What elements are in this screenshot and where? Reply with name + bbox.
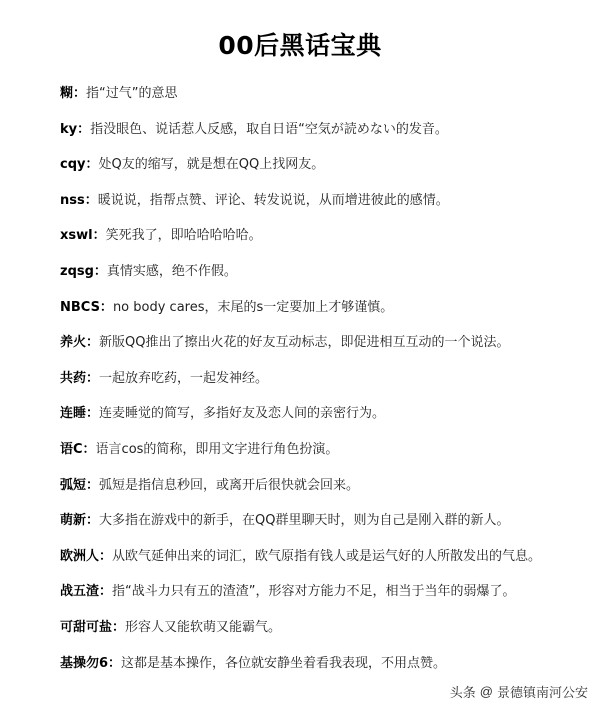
entry-term: 可甜可盐： [60, 619, 126, 635]
entry-term: 萌新： [60, 513, 100, 529]
entry-term: 基操勿6： [60, 655, 122, 671]
entry-term: NBCS： [60, 299, 113, 315]
list-item [60, 404, 590, 440]
list-item [60, 298, 590, 334]
list-item [60, 120, 590, 156]
entry-term: nss： [60, 192, 98, 208]
glossary-list [60, 84, 590, 689]
entry-definition: 指“战斗力只有五的渣渣”，形容对方能力不足，相当于当年的弱爆了。 [112, 584, 516, 600]
entry-term: 连睡： [60, 406, 100, 422]
entry-term: 弧短： [60, 477, 100, 493]
list-item [60, 440, 590, 476]
entry-term: ky： [60, 121, 91, 137]
entry-definition: 暖说说，指帮点赞、评论、转发说说，从而增进彼此的感情。 [97, 192, 449, 208]
entry-definition: 这都是基本操作，各位就安静坐着看我表现，不用点赞。 [121, 655, 447, 671]
entry-definition: 弧短是指信息秒回，或离开后很快就会回来。 [99, 477, 360, 493]
list-item [60, 582, 590, 618]
source-watermark [450, 682, 588, 701]
entry-definition: 一起放弃吃药，一起发神经。 [99, 370, 269, 386]
entry-term: 战五渣： [60, 584, 113, 600]
list-item [60, 333, 590, 369]
entry-definition: 指“过气”的意思 [86, 86, 178, 101]
toutiao-logo: 头条 [449, 685, 476, 700]
watermark-account: 景德镇南河公安 [496, 685, 588, 700]
list-item [60, 155, 590, 191]
page-title: 00后黑话宝典 [218, 31, 382, 60]
entry-definition: 真情实感，绝不作假。 [106, 263, 237, 279]
entry-term: zqsg： [60, 263, 107, 279]
entry-definition: 新版QQ推出了擦出火花的好友互动标志，即促进相互互动的一个说法。 [99, 335, 510, 351]
entry-term: cqy： [60, 157, 99, 173]
list-item [60, 547, 590, 583]
list-item [60, 618, 590, 654]
entry-term: 欧洲人： [60, 548, 113, 564]
entry-definition: 从欧气延伸出来的词汇，欧气原指有钱人或是运气好的人所散发出的气息。 [112, 548, 542, 564]
list-item [60, 84, 590, 120]
entry-term: 共药： [60, 370, 100, 386]
entry-definition: 大多指在游戏中的新手，在QQ群里聊天时，则为自己是刚入群的新人。 [99, 513, 510, 529]
entry-definition: 形容人又能软萌又能霸气。 [125, 619, 282, 635]
list-item [60, 262, 590, 298]
list-item [60, 476, 590, 512]
list-item [60, 369, 590, 405]
entry-term: 糊： [60, 86, 87, 101]
entry-definition: 笑死我了，即哈哈哈哈哈。 [105, 228, 262, 244]
list-item [60, 191, 590, 227]
watermark-separator: @ [479, 684, 493, 699]
entry-definition: 指没眼色、说话惹人反感，取自日语“空気が読めない的发音。 [90, 121, 448, 137]
entry-definition: no body cares，末尾的s一定要加上才够谨慎。 [112, 299, 394, 315]
list-item [60, 226, 590, 262]
entry-definition: 语言cos的简称，即用文字进行角色扮演。 [95, 441, 339, 457]
entry-term: xswl： [60, 228, 106, 244]
entry-term: 养火： [60, 335, 100, 351]
entry-term: 语C： [60, 441, 96, 457]
entry-definition: 处Q友的缩写，就是想在QQ上找网友。 [98, 157, 325, 173]
entry-definition: 连麦睡觉的简写，多指好友及恋人间的亲密行为。 [99, 406, 386, 422]
list-item [60, 511, 590, 547]
